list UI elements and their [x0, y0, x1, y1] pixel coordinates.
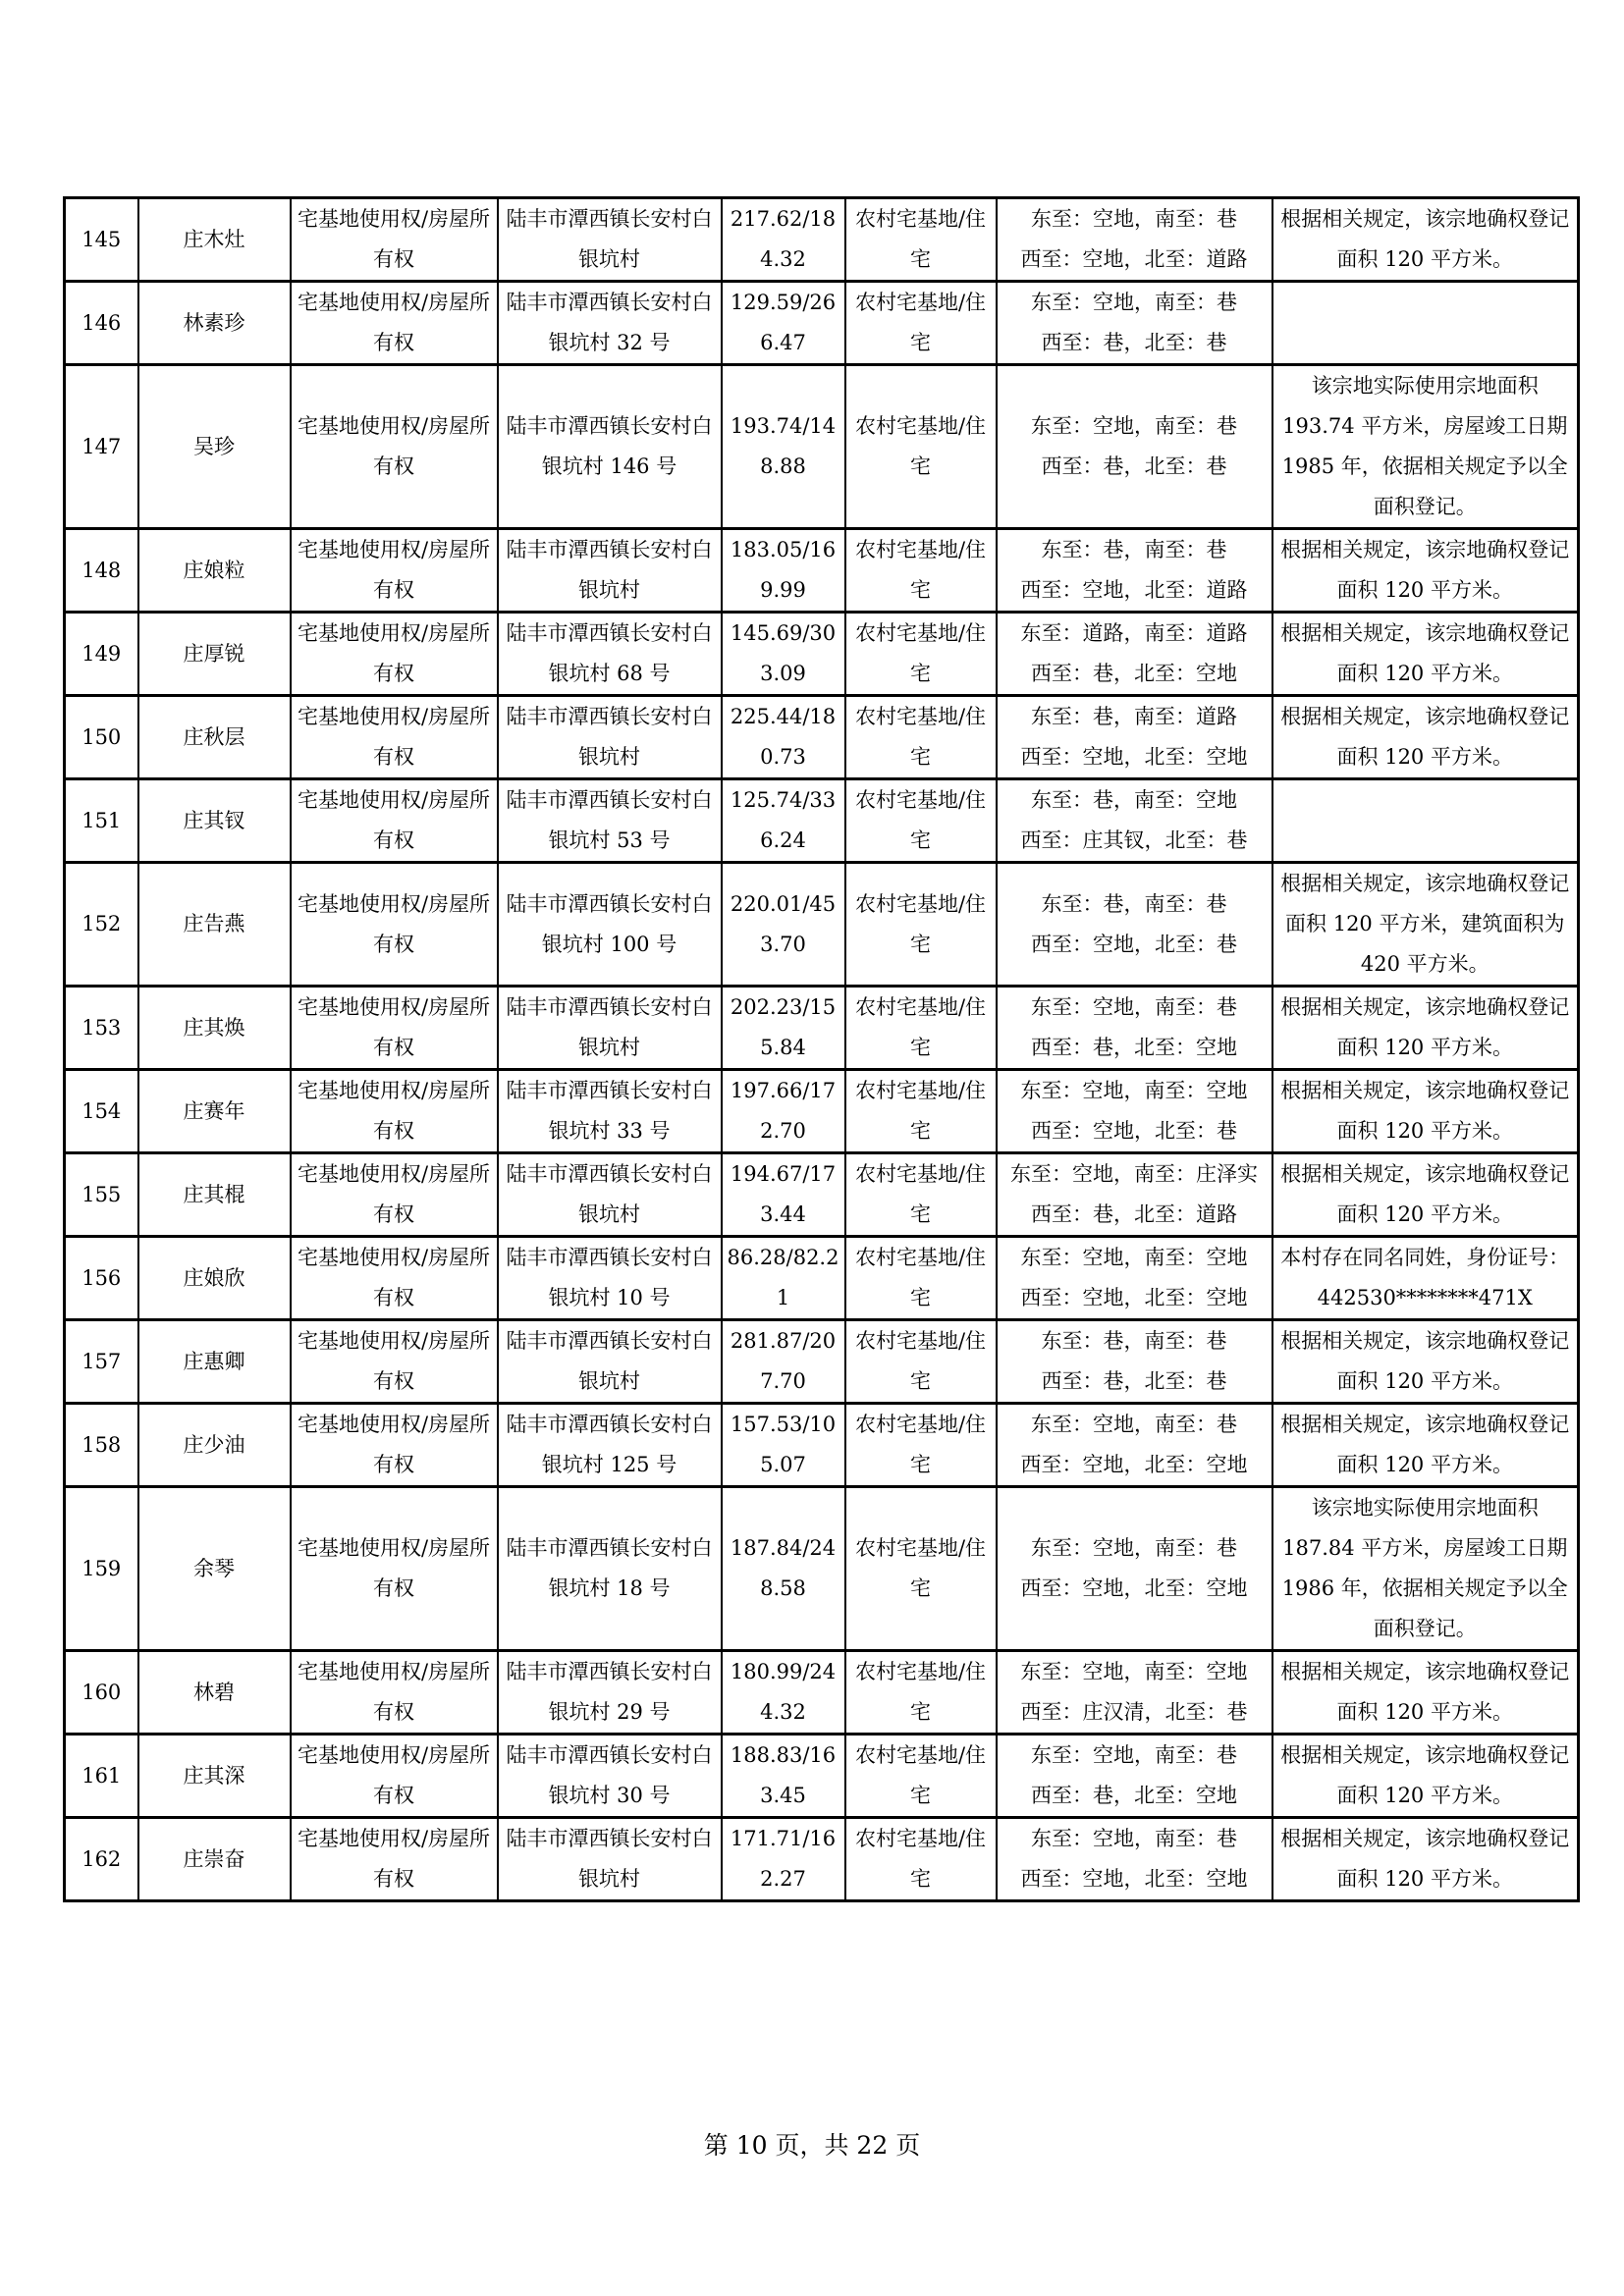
remark: 根据相关规定，该宗地确权登记面积 120 平方米，建筑面积为 420 平方米。	[1272, 863, 1579, 987]
owner-name: 庄赛年	[138, 1070, 291, 1153]
area-values: 217.62/184.32	[722, 198, 845, 282]
boundaries	[997, 987, 1272, 1070]
table-row	[65, 696, 1579, 779]
boundaries	[997, 1651, 1272, 1735]
land-type: 农村宅基地/住宅	[845, 198, 997, 282]
boundaries	[997, 613, 1272, 696]
remark: 本村存在同名同姓，身份证号：442530********471X	[1272, 1237, 1579, 1320]
location: 陆丰市潭西镇长安村白银坑村	[498, 987, 722, 1070]
table-row	[65, 613, 1579, 696]
table-row	[65, 1237, 1579, 1320]
right-type: 宅基地使用权/房屋所有权	[291, 529, 498, 613]
location: 陆丰市潭西镇长安村白银坑村 30 号	[498, 1735, 722, 1818]
remark: 根据相关规定，该宗地确权登记面积 120 平方米。	[1272, 1070, 1579, 1153]
right-type: 宅基地使用权/房屋所有权	[291, 696, 498, 779]
location: 陆丰市潭西镇长安村白银坑村 146 号	[498, 365, 722, 529]
boundary-line-east-south: 东至：空地，南至：巷	[1031, 291, 1237, 314]
boundary-line-east-south: 东至：巷，南至：巷	[1041, 1329, 1227, 1353]
boundary-line-east-south: 东至：空地，南至：庄泽实	[1010, 1162, 1258, 1186]
row-number: 160	[65, 1651, 138, 1735]
boundary-line-west-north: 西至：巷，北至：空地	[1031, 662, 1237, 685]
registration-table	[63, 196, 1580, 1902]
location: 陆丰市潭西镇长安村白银坑村 125 号	[498, 1404, 722, 1487]
area-values: 188.83/163.45	[722, 1735, 845, 1818]
owner-name: 庄告燕	[138, 863, 291, 987]
owner-name: 吴珍	[138, 365, 291, 529]
boundary-line-west-north: 西至：庄其钗，北至：巷	[1020, 828, 1248, 852]
remark: 根据相关规定，该宗地确权登记面积 120 平方米。	[1272, 1818, 1579, 1901]
boundary-line-west-north: 西至：空地，北至：巷	[1031, 932, 1237, 956]
right-type: 宅基地使用权/房屋所有权	[291, 1487, 498, 1651]
boundary-line-east-south: 东至：空地，南至：巷	[1031, 1413, 1237, 1436]
boundaries	[997, 779, 1272, 863]
boundary-line-east-south: 东至：巷，南至：空地	[1031, 788, 1237, 812]
land-type: 农村宅基地/住宅	[845, 529, 997, 613]
area-values: 129.59/266.47	[722, 282, 845, 365]
boundaries	[997, 1153, 1272, 1237]
land-type: 农村宅基地/住宅	[845, 365, 997, 529]
boundary-line-west-north: 西至：巷，北至：巷	[1041, 1369, 1227, 1393]
row-number: 147	[65, 365, 138, 529]
boundary-line-east-south: 东至：空地，南至：空地	[1020, 1079, 1248, 1102]
area-values: 183.05/169.99	[722, 529, 845, 613]
boundary-line-west-north: 西至：空地，北至：空地	[1020, 1576, 1248, 1600]
row-number: 159	[65, 1487, 138, 1651]
location: 陆丰市潭西镇长安村白银坑村 10 号	[498, 1237, 722, 1320]
boundary-line-east-south: 东至：空地，南至：巷	[1031, 207, 1237, 231]
right-type: 宅基地使用权/房屋所有权	[291, 863, 498, 987]
land-type: 农村宅基地/住宅	[845, 1320, 997, 1404]
location: 陆丰市潭西镇长安村白银坑村	[498, 1153, 722, 1237]
remark: 根据相关规定，该宗地确权登记面积 120 平方米。	[1272, 1651, 1579, 1735]
table-row	[65, 365, 1579, 529]
area-values: 157.53/105.07	[722, 1404, 845, 1487]
owner-name: 庄其焕	[138, 987, 291, 1070]
owner-name: 庄崇奋	[138, 1818, 291, 1901]
row-number: 155	[65, 1153, 138, 1237]
boundaries	[997, 1404, 1272, 1487]
location: 陆丰市潭西镇长安村白银坑村	[498, 696, 722, 779]
right-type: 宅基地使用权/房屋所有权	[291, 198, 498, 282]
area-values: 193.74/148.88	[722, 365, 845, 529]
land-type: 农村宅基地/住宅	[845, 987, 997, 1070]
boundaries	[997, 365, 1272, 529]
remark	[1272, 779, 1579, 863]
land-type: 农村宅基地/住宅	[845, 1070, 997, 1153]
boundary-line-west-north: 西至：空地，北至：空地	[1020, 1867, 1248, 1891]
table-row	[65, 1818, 1579, 1901]
boundary-line-west-north: 西至：空地，北至：空地	[1020, 1286, 1248, 1309]
row-number: 146	[65, 282, 138, 365]
boundaries	[997, 282, 1272, 365]
owner-name: 庄少油	[138, 1404, 291, 1487]
right-type: 宅基地使用权/房屋所有权	[291, 613, 498, 696]
boundary-line-east-south: 东至：空地，南至：巷	[1031, 1536, 1237, 1560]
boundaries	[997, 529, 1272, 613]
row-number: 157	[65, 1320, 138, 1404]
area-values: 202.23/155.84	[722, 987, 845, 1070]
location: 陆丰市潭西镇长安村白银坑村 68 号	[498, 613, 722, 696]
boundaries	[997, 1237, 1272, 1320]
boundary-line-west-north: 西至：空地，北至：空地	[1020, 745, 1248, 769]
boundary-line-east-south: 东至：巷，南至：道路	[1031, 705, 1237, 728]
area-values: 86.28/82.21	[722, 1237, 845, 1320]
table-row	[65, 198, 1579, 282]
boundary-line-east-south: 东至：空地，南至：巷	[1031, 1743, 1237, 1767]
page-footer: 第 10 页，共 22 页	[703, 2131, 921, 2160]
boundary-line-west-north: 西至：空地，北至：道路	[1020, 578, 1248, 602]
row-number: 153	[65, 987, 138, 1070]
land-type: 农村宅基地/住宅	[845, 696, 997, 779]
remark: 根据相关规定，该宗地确权登记面积 120 平方米。	[1272, 1404, 1579, 1487]
boundary-line-east-south: 东至：巷，南至：巷	[1041, 538, 1227, 561]
remark: 根据相关规定，该宗地确权登记面积 120 平方米。	[1272, 696, 1579, 779]
boundaries	[997, 696, 1272, 779]
table-row	[65, 863, 1579, 987]
location: 陆丰市潭西镇长安村白银坑村 33 号	[498, 1070, 722, 1153]
boundary-line-east-south: 东至：空地，南至：空地	[1020, 1660, 1248, 1683]
table-row	[65, 1487, 1579, 1651]
area-values: 171.71/162.27	[722, 1818, 845, 1901]
boundaries	[997, 1487, 1272, 1651]
area-values: 194.67/173.44	[722, 1153, 845, 1237]
area-values: 145.69/303.09	[722, 613, 845, 696]
area-values: 187.84/248.58	[722, 1487, 845, 1651]
remark: 根据相关规定，该宗地确权登记面积 120 平方米。	[1272, 987, 1579, 1070]
owner-name: 余琴	[138, 1487, 291, 1651]
area-values: 225.44/180.73	[722, 696, 845, 779]
table-row	[65, 987, 1579, 1070]
owner-name: 庄惠卿	[138, 1320, 291, 1404]
location: 陆丰市潭西镇长安村白银坑村 100 号	[498, 863, 722, 987]
boundary-line-west-north: 西至：庄汉清，北至：巷	[1020, 1700, 1248, 1724]
remark: 根据相关规定，该宗地确权登记面积 120 平方米。	[1272, 529, 1579, 613]
land-type: 农村宅基地/住宅	[845, 1651, 997, 1735]
right-type: 宅基地使用权/房屋所有权	[291, 365, 498, 529]
boundaries	[997, 1320, 1272, 1404]
boundary-line-west-north: 西至：巷，北至：空地	[1031, 1784, 1237, 1807]
boundary-line-west-north: 西至：巷，北至：巷	[1041, 331, 1227, 354]
row-number: 152	[65, 863, 138, 987]
area-values: 125.74/336.24	[722, 779, 845, 863]
location: 陆丰市潭西镇长安村白银坑村 32 号	[498, 282, 722, 365]
boundary-line-east-south: 东至：空地，南至：巷	[1031, 414, 1237, 438]
land-type: 农村宅基地/住宅	[845, 282, 997, 365]
area-values: 281.87/207.70	[722, 1320, 845, 1404]
boundaries	[997, 1070, 1272, 1153]
right-type: 宅基地使用权/房屋所有权	[291, 779, 498, 863]
land-type: 农村宅基地/住宅	[845, 1487, 997, 1651]
boundaries	[997, 863, 1272, 987]
remark	[1272, 282, 1579, 365]
area-values: 197.66/172.70	[722, 1070, 845, 1153]
remark: 根据相关规定，该宗地确权登记面积 120 平方米。	[1272, 1153, 1579, 1237]
row-number: 156	[65, 1237, 138, 1320]
boundary-line-east-south: 东至：空地，南至：空地	[1020, 1246, 1248, 1269]
remark: 根据相关规定，该宗地确权登记面积 120 平方米。	[1272, 1735, 1579, 1818]
land-type: 农村宅基地/住宅	[845, 1404, 997, 1487]
right-type: 宅基地使用权/房屋所有权	[291, 1735, 498, 1818]
area-values: 220.01/453.70	[722, 863, 845, 987]
boundary-line-west-north: 西至：空地，北至：道路	[1020, 247, 1248, 271]
remark: 根据相关规定，该宗地确权登记面积 120 平方米。	[1272, 613, 1579, 696]
row-number: 148	[65, 529, 138, 613]
owner-name: 庄娘欣	[138, 1237, 291, 1320]
location: 陆丰市潭西镇长安村白银坑村 18 号	[498, 1487, 722, 1651]
row-number: 149	[65, 613, 138, 696]
table-row	[65, 282, 1579, 365]
remark: 根据相关规定，该宗地确权登记面积 120 平方米。	[1272, 198, 1579, 282]
owner-name: 林素珍	[138, 282, 291, 365]
boundary-line-west-north: 西至：空地，北至：空地	[1020, 1453, 1248, 1476]
boundary-line-west-north: 西至：巷，北至：空地	[1031, 1036, 1237, 1059]
boundary-line-east-south: 东至：道路，南至：道路	[1020, 621, 1248, 645]
row-number: 161	[65, 1735, 138, 1818]
owner-name: 庄木灶	[138, 198, 291, 282]
row-number: 154	[65, 1070, 138, 1153]
table-row	[65, 1320, 1579, 1404]
row-number: 145	[65, 198, 138, 282]
land-type: 农村宅基地/住宅	[845, 779, 997, 863]
owner-name: 庄厚锐	[138, 613, 291, 696]
boundary-line-west-north: 西至：巷，北至：道路	[1031, 1202, 1237, 1226]
location: 陆丰市潭西镇长安村白银坑村 53 号	[498, 779, 722, 863]
boundary-line-west-north: 西至：巷，北至：巷	[1041, 454, 1227, 478]
table-row	[65, 1070, 1579, 1153]
right-type: 宅基地使用权/房屋所有权	[291, 987, 498, 1070]
remark: 该宗地实际使用宗地面积 187.84 平方米，房屋竣工日期 1986 年，依据相关规定予以全面积登记。	[1272, 1487, 1579, 1651]
owner-name: 庄其钗	[138, 779, 291, 863]
table-row	[65, 779, 1579, 863]
right-type: 宅基地使用权/房屋所有权	[291, 1320, 498, 1404]
owner-name: 林碧	[138, 1651, 291, 1735]
boundaries	[997, 1818, 1272, 1901]
boundary-line-west-north: 西至：空地，北至：巷	[1031, 1119, 1237, 1143]
right-type: 宅基地使用权/房屋所有权	[291, 282, 498, 365]
land-type: 农村宅基地/住宅	[845, 863, 997, 987]
boundaries	[997, 1735, 1272, 1818]
right-type: 宅基地使用权/房屋所有权	[291, 1818, 498, 1901]
land-type: 农村宅基地/住宅	[845, 613, 997, 696]
boundaries	[997, 198, 1272, 282]
right-type: 宅基地使用权/房屋所有权	[291, 1651, 498, 1735]
owner-name: 庄娘粒	[138, 529, 291, 613]
location: 陆丰市潭西镇长安村白银坑村	[498, 1320, 722, 1404]
owner-name: 庄其深	[138, 1735, 291, 1818]
land-type: 农村宅基地/住宅	[845, 1237, 997, 1320]
boundary-line-east-south: 东至：巷，南至：巷	[1041, 891, 1227, 916]
boundary-line-east-south: 东至：空地，南至：巷	[1031, 1827, 1237, 1850]
table-row	[65, 1651, 1579, 1735]
boundary-line-east-south: 东至：空地，南至：巷	[1031, 995, 1237, 1019]
table-row	[65, 1735, 1579, 1818]
owner-name: 庄秋层	[138, 696, 291, 779]
row-number: 158	[65, 1404, 138, 1487]
table-row	[65, 1404, 1579, 1487]
remark: 该宗地实际使用宗地面积 193.74 平方米，房屋竣工日期 1985 年，依据相关规定予以全面积登记。	[1272, 365, 1579, 529]
row-number: 151	[65, 779, 138, 863]
table-row	[65, 529, 1579, 613]
location: 陆丰市潭西镇长安村白银坑村 29 号	[498, 1651, 722, 1735]
location: 陆丰市潭西镇长安村白银坑村	[498, 1818, 722, 1901]
land-type: 农村宅基地/住宅	[845, 1153, 997, 1237]
row-number: 162	[65, 1818, 138, 1901]
remark: 根据相关规定，该宗地确权登记面积 120 平方米。	[1272, 1320, 1579, 1404]
table-row	[65, 1153, 1579, 1237]
land-type: 农村宅基地/住宅	[845, 1818, 997, 1901]
right-type: 宅基地使用权/房屋所有权	[291, 1070, 498, 1153]
location: 陆丰市潭西镇长安村白银坑村	[498, 198, 722, 282]
land-type: 农村宅基地/住宅	[845, 1735, 997, 1818]
location: 陆丰市潭西镇长安村白银坑村	[498, 529, 722, 613]
right-type: 宅基地使用权/房屋所有权	[291, 1237, 498, 1320]
row-number: 150	[65, 696, 138, 779]
right-type: 宅基地使用权/房屋所有权	[291, 1153, 498, 1237]
owner-name: 庄其棍	[138, 1153, 291, 1237]
area-values: 180.99/244.32	[722, 1651, 845, 1735]
right-type: 宅基地使用权/房屋所有权	[291, 1404, 498, 1487]
